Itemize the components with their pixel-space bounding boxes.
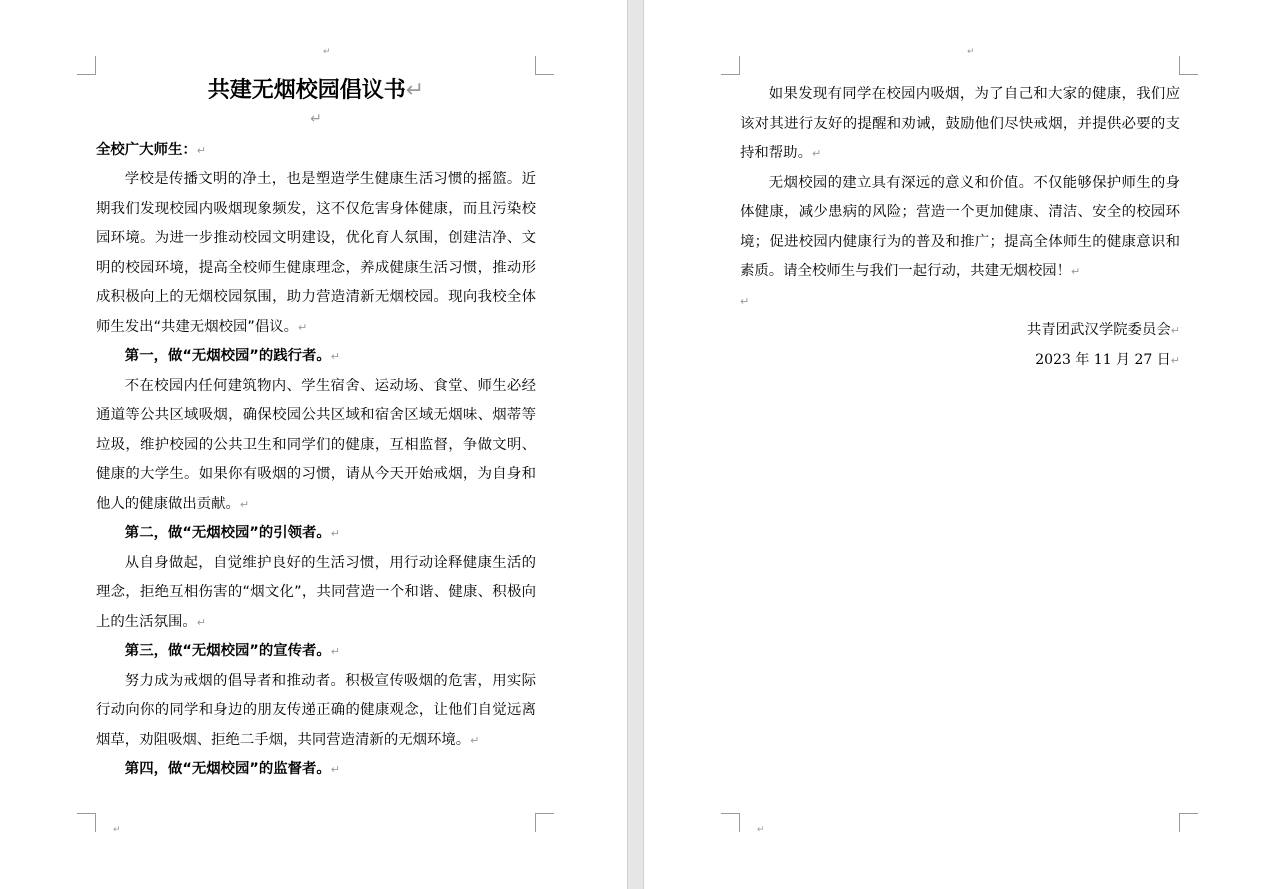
- intro-paragraph: [96, 165, 536, 342]
- paragraph-mark: ↵: [811, 147, 822, 160]
- paragraph-mark: ↵: [239, 497, 250, 511]
- margin-corner-top-left: [77, 56, 96, 75]
- section-heading-text: 第四，做“无烟校园”的监督者。: [124, 761, 331, 777]
- paragraph-mark: ↵: [330, 350, 341, 363]
- section-2-text: [96, 549, 536, 638]
- paragraph-text: 无烟校园的建立具有深远的意义和价值。不仅能够保护师生的身体健康，减少患病的风险；营造一个更加健康、清洁、安全的校园环境；促进校园内健康行为的普及和推广；提高全体师生的健康意识和素质。请全校师生与我们一起行动，共建无烟校园！: [740, 174, 1180, 279]
- section-4-heading: [96, 755, 536, 785]
- paragraph-mark: ↵: [196, 144, 206, 157]
- section-1-heading: [96, 342, 536, 372]
- document-title: [96, 76, 536, 106]
- document-page-2: [643, 0, 1271, 889]
- paragraph-text: 如果发现有同学在校园内吸烟，为了自己和大家的健康，我们应该对其进行友好的提醒和劝诫，鼓励他们尽快戒烟，并提供必要的支持和帮助。: [740, 86, 1180, 161]
- paragraph-mark: ↵: [405, 78, 425, 103]
- section-2-heading: [96, 519, 536, 549]
- paragraph-2: [740, 169, 1180, 287]
- document-body[interactable]: [740, 80, 1180, 375]
- section-body-text: 从自身做起，自觉维护良好的生活习惯，用行动诠释健康生活的理念，拒绝互相伤害的“烟文化”，共同营造一个和谐、健康、积极向上的生活氛围。: [96, 554, 536, 630]
- paragraph-mark: ↵: [1170, 353, 1180, 367]
- margin-corner-top-right: [1179, 56, 1198, 75]
- paragraph-mark: ↵: [310, 111, 322, 127]
- date-line: [740, 346, 1180, 376]
- paragraph-mark: ↵: [330, 645, 341, 658]
- salutation: [96, 136, 536, 165]
- paragraph-mark: ↵: [1170, 324, 1180, 337]
- footer-paragraph-mark: ↵: [757, 825, 765, 835]
- section-heading-text: 第三，做“无烟校园”的宣传者。: [124, 643, 331, 659]
- paragraph-mark: ↵: [196, 615, 206, 629]
- margin-corner-top-left: [721, 56, 740, 75]
- salutation-text: 全校广大师生：: [96, 142, 197, 158]
- title-text: 共建无烟校园倡议书: [207, 78, 406, 103]
- date-text: 2023 年 11 月 27 日: [1035, 351, 1171, 368]
- margin-corner-bottom-right: [1179, 813, 1198, 832]
- paragraph-1: [740, 80, 1180, 169]
- signature: [740, 316, 1180, 346]
- empty-paragraph: [96, 106, 536, 136]
- margin-corner-bottom-left: [77, 813, 96, 832]
- section-3-text: [96, 667, 536, 756]
- paragraph-mark: ↵: [330, 527, 341, 540]
- margin-corner-bottom-left: [721, 813, 740, 832]
- section-heading-text: 第二，做“无烟校园”的引领者。: [124, 525, 331, 541]
- paragraph-mark: ↵: [470, 733, 480, 747]
- section-body-text: 不在校园内任何建筑物内、学生宿舍、运动场、食堂、师生必经通道等公共区域吸烟，确保校园公共区域和宿舍区域无烟味、烟蒂等垃圾，维护校园的公共卫生和同学们的健康，互相监督，争做文明、健康的大学生。如果你有吸烟的习惯，请从今天开始戒烟，为自身和他人的健康做出贡献。: [96, 377, 536, 512]
- margin-corner-bottom-right: [535, 813, 554, 832]
- section-3-heading: [96, 637, 536, 667]
- header-paragraph-mark: ↵: [323, 47, 331, 57]
- intro-text: 学校是传播文明的净土，也是塑造学生健康生活习惯的摇篮。近期我们发现校园内吸烟现象频发，这不仅危害身体健康，而且污染校园环境。为进一步推动校园文明建设，优化育人氛围，创建洁净、文明的校园环境，提高全校师生健康理念，养成健康生活习惯，推动形成积极向上的无烟校园氛围，助力营造清新无烟校园。现向我校全体师生发出“共建无烟校园”倡议。: [96, 171, 536, 335]
- header-paragraph-mark: ↵: [967, 47, 975, 57]
- section-body-text: 努力成为戒烟的倡导者和推动者。积极宣传吸烟的危害，用实际行动向你的同学和身边的朋友传递正确的健康观念，让他们自觉远离烟草，劝阻吸烟、拒绝二手烟，共同营造清新的无烟环境。: [96, 672, 536, 748]
- section-1-text: [96, 372, 536, 520]
- paragraph-mark: ↵: [740, 294, 750, 308]
- section-heading-text: 第一，做“无烟校园”的践行者。: [124, 348, 331, 364]
- paragraph-mark: ↵: [298, 320, 308, 334]
- margin-corner-top-right: [535, 56, 554, 75]
- document-body[interactable]: [96, 76, 536, 785]
- footer-paragraph-mark: ↵: [113, 825, 121, 835]
- document-page-1: [0, 0, 628, 889]
- empty-paragraph: [740, 287, 1180, 317]
- signature-text: 共青团武汉学院委员会: [1026, 322, 1171, 338]
- paragraph-mark: ↵: [330, 763, 341, 776]
- paragraph-mark: ↵: [1071, 265, 1081, 278]
